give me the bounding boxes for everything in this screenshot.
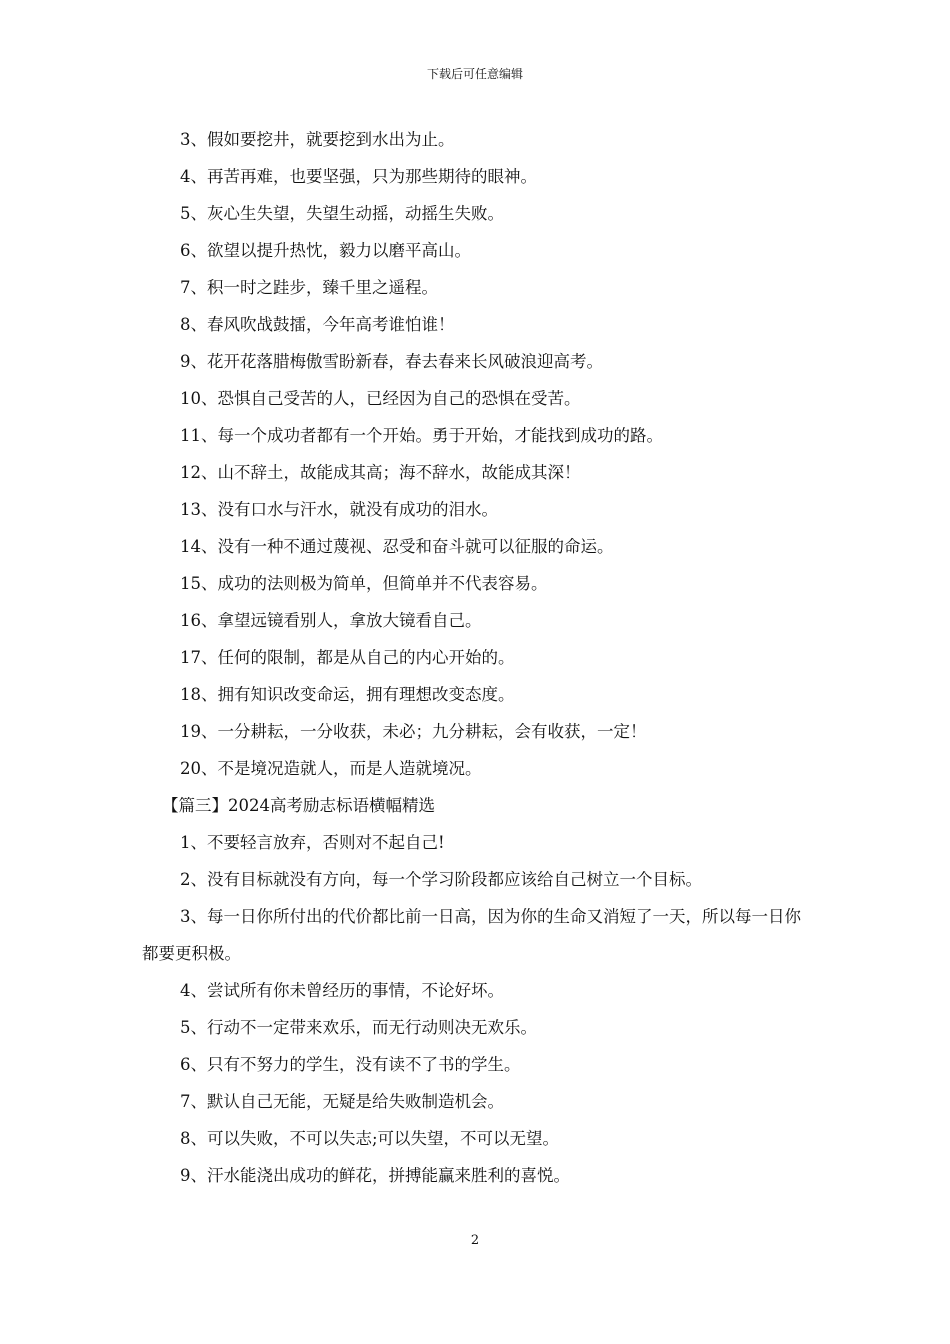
list-item: 17、任何的限制，都是从自己的内心开始的。 xyxy=(180,648,515,667)
list-item: 18、拥有知识改变命运，拥有理想改变态度。 xyxy=(180,685,515,704)
list-item: 7、默认自己无能，无疑是给失败制造机会。 xyxy=(180,1092,504,1111)
list-item: 15、成功的法则极为简单，但简单并不代表容易。 xyxy=(180,574,548,593)
list-item: 13、没有口水与汗水，就没有成功的泪水。 xyxy=(180,500,498,519)
list-item: 7、积一时之跬步，臻千里之遥程。 xyxy=(180,278,438,297)
list-item: 5、行动不一定带来欢乐，而无行动则决无欢乐。 xyxy=(180,1018,537,1037)
list-item: 14、没有一种不通过蔑视、忍受和奋斗就可以征服的命运。 xyxy=(180,537,614,556)
list-item: 3、假如要挖井，就要挖到水出为止。 xyxy=(180,130,455,149)
list-item: 4、尝试所有你未曾经历的事情，不论好坏。 xyxy=(180,981,504,1000)
list-item: 10、恐惧自己受苦的人，已经因为自己的恐惧在受苦。 xyxy=(180,389,581,408)
list-item: 20、不是境况造就人，而是人造就境况。 xyxy=(180,759,482,778)
list-item: 1、不要轻言放弃，否则对不起自己! xyxy=(180,833,445,852)
list-item: 2、没有目标就没有方向，每一个学习阶段都应该给自己树立一个目标。 xyxy=(180,870,702,889)
list-item: 6、只有不努力的学生，没有读不了书的学生。 xyxy=(180,1055,521,1074)
list-item: 9、花开花落腊梅傲雪盼新春，春去春来长风破浪迎高考。 xyxy=(180,352,603,371)
list-item: 19、一分耕耘，一分收获，未必；九分耕耘，会有收获，一定！ xyxy=(180,722,647,741)
list-item: 12、山不辞土，故能成其高；海不辞水，故能成其深！ xyxy=(180,463,581,482)
list-item: 5、灰心生失望，失望生动摇，动摇生失败。 xyxy=(180,204,504,223)
section-heading: 【篇三】2024高考励志标语横幅精选 xyxy=(162,796,435,815)
list-item: 6、欲望以提升热忱，毅力以磨平高山。 xyxy=(180,241,471,260)
list-item: 11、每一个成功者都有一个开始。勇于开始，才能找到成功的路。 xyxy=(180,426,663,445)
list-item: 9、汗水能浇出成功的鲜花，拼搏能赢来胜利的喜悦。 xyxy=(180,1166,570,1185)
list-item: 8、可以失败，不可以失志;可以失望，不可以无望。 xyxy=(180,1129,560,1148)
document-body xyxy=(142,121,810,1194)
list-item: 16、拿望远镜看别人，拿放大镜看自己。 xyxy=(180,611,482,630)
page-header: 下载后可任意编辑 xyxy=(426,67,523,81)
list-item: 8、春风吹战鼓擂，今年高考谁怕谁！ xyxy=(180,315,455,334)
page-number: 2 xyxy=(470,1233,480,1248)
list-item: 3、每一日你所付出的代价都比前一日高，因为你的生命又消短了一天，所以每一日你都要更积极。 xyxy=(142,907,801,963)
list-item: 4、再苦再难，也要坚强，只为那些期待的眼神。 xyxy=(180,167,537,186)
